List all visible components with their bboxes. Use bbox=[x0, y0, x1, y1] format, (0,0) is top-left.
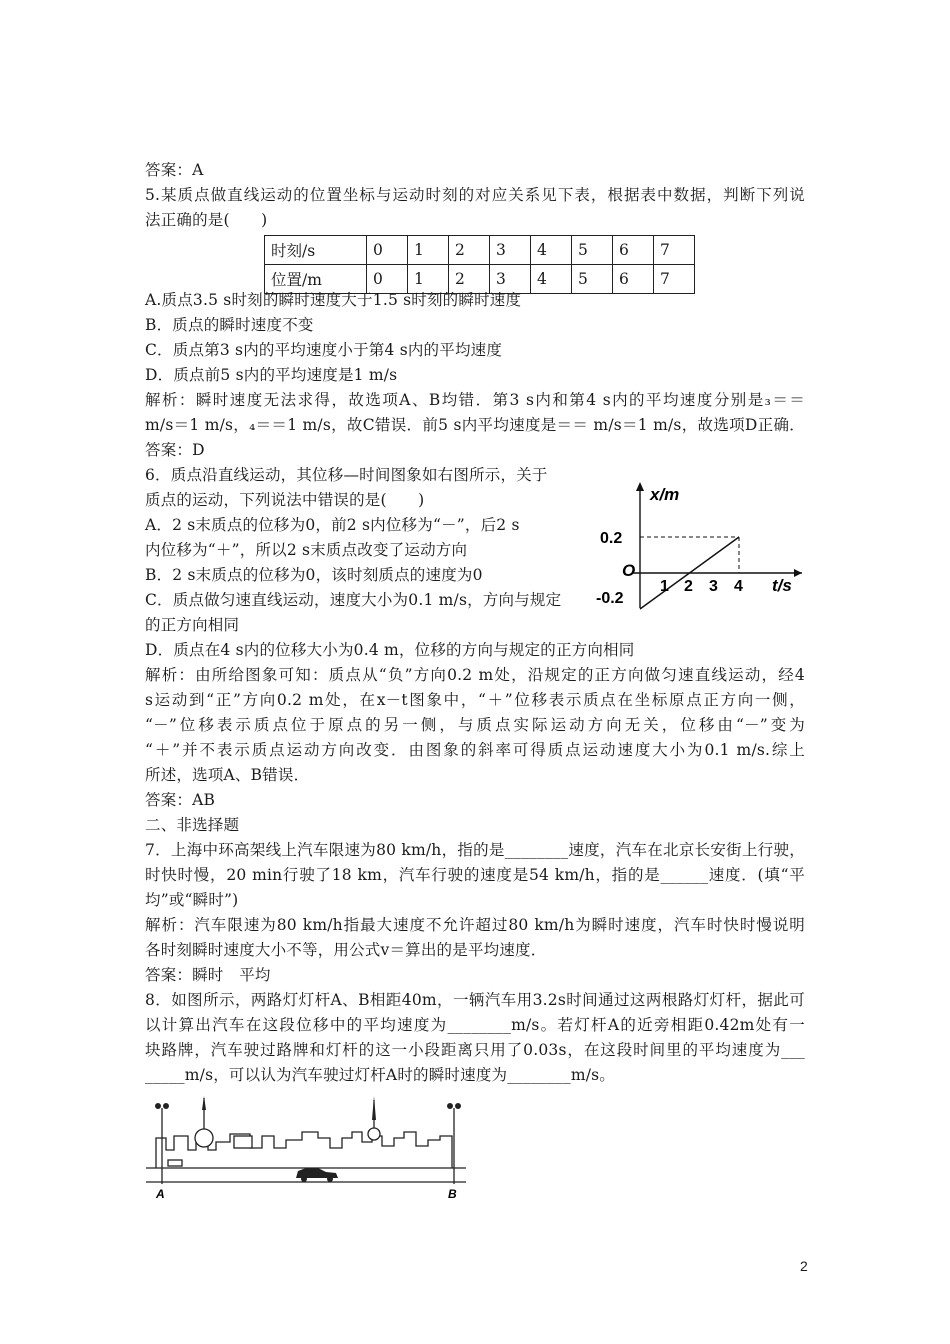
q6-option-c-line2: 的正方向相同 bbox=[145, 616, 240, 634]
table-cell: 6 bbox=[613, 236, 654, 265]
x-tick-label-1: 1 bbox=[660, 578, 669, 595]
q7-explanation-line2: 各时刻瞬时速度大小不等，用公式v＝算出的是平均速度． bbox=[145, 941, 547, 959]
q6-answer: 答案：AB bbox=[145, 791, 216, 809]
table-cell: 6 bbox=[613, 265, 654, 294]
q6-stem-line2: 质点的运动，下列说法中错误的是( ) bbox=[145, 491, 425, 509]
q7-stem-line3: 均”或“瞬时”) bbox=[145, 891, 239, 909]
q4-answer: 答案：A bbox=[145, 161, 204, 179]
table-header-time: 时刻/s bbox=[265, 236, 367, 265]
tower-left-ball bbox=[195, 1129, 213, 1147]
table-cell: 1 bbox=[408, 236, 449, 265]
q7-stem-line2: 时快时慢，20 min行驶了18 km，汽车行驶的速度是54 km/h，指的是______速度．(填“平 bbox=[145, 866, 805, 884]
q6-option-a-line1: A．2 s末质点的位移为0，前2 s内位移为“－”，后2 s bbox=[145, 516, 520, 534]
q8-stem-line1: 8．如图所示，两路灯灯杆A、B相距40m，一辆汽车用3.2s时间通过这两根路灯灯杆，据此可 bbox=[145, 991, 805, 1009]
q5-answer: 答案：D bbox=[145, 441, 205, 459]
x-axis-arrow bbox=[794, 569, 802, 577]
street-illustration bbox=[146, 1096, 470, 1202]
lamp-heads bbox=[155, 1096, 461, 1120]
q7-answer: 答案：瞬时 平均 bbox=[145, 966, 271, 984]
origin-label: O bbox=[622, 561, 636, 580]
table-cell: 2 bbox=[449, 265, 490, 294]
q5-option-c: C．质点第3 s内的平均速度小于第4 s内的平均速度 bbox=[145, 341, 503, 359]
q6-explanation-line2: s运动到“正”方向0.2 m处，在x－t图象中，“＋”位移表示质点在坐标原点正方向一侧， bbox=[145, 691, 805, 709]
q6-option-c-line1: C．质点做匀速直线运动，速度大小为0.1 m/s，方向与规定 bbox=[145, 591, 562, 609]
tower-right-ball bbox=[368, 1128, 380, 1140]
q6-explanation-line3: “－”位移表示质点位于原点的另一侧，与质点实际运动方向无关，位移由“－”变为 bbox=[145, 716, 805, 734]
q5-explanation-line1: 解析：瞬时速度无法求得，故选项A、B均错．第3 s内和第4 s内的平均速度分别是₃＝＝ bbox=[145, 391, 805, 409]
table-cell: 3 bbox=[490, 236, 531, 265]
y-tick-label-bottom: -0.2 bbox=[596, 590, 624, 607]
table-cell: 7 bbox=[654, 236, 695, 265]
section-heading: 二、非选择题 bbox=[145, 816, 240, 834]
lamp-label-b: B bbox=[448, 1187, 457, 1201]
table-cell: 5 bbox=[572, 265, 613, 294]
y-axis-label: x/m bbox=[650, 485, 680, 504]
q8-stem-line3: 块路牌，汽车驶过路牌和灯杆的这一小段距离只用了0.03s，在这段时间里的平均速度为___ bbox=[145, 1041, 805, 1059]
x-tick-label-3: 3 bbox=[709, 578, 718, 595]
q6-option-d: D．质点在4 s内的位移大小为0.4 m，位移的方向与规定的正方向相同 bbox=[145, 641, 635, 659]
q8-stem-line4: _____m/s，可以认为汽车驶过灯杆A时的瞬时速度为________m/s。 bbox=[145, 1066, 615, 1084]
q6-explanation-line1: 解析：由所给图象可知：质点从“负”方向0.2 m处，沿规定的正方向做匀速直线运动，经4 bbox=[145, 666, 805, 684]
lamp-label-a: A bbox=[156, 1187, 165, 1201]
box-building bbox=[234, 1136, 252, 1148]
table-row-time bbox=[265, 236, 695, 265]
table-cell: 7 bbox=[654, 265, 695, 294]
table-cell: 5 bbox=[572, 236, 613, 265]
q5-option-d: D．质点前5 s内的平均速度是1 m/s bbox=[145, 366, 398, 384]
y-axis-arrow bbox=[636, 482, 644, 491]
q6-option-b: B．2 s末质点的位移为0，该时刻质点的速度为0 bbox=[145, 566, 483, 584]
q5-option-a: A.质点3.5 s时刻的瞬时速度大于1.5 s时刻的瞬时速度 bbox=[145, 291, 522, 309]
q8-stem-line2: 以计算出汽车在这段位移中的平均速度为________m/s。若灯杆A的近旁相距0.42m处有一 bbox=[145, 1016, 805, 1034]
table-cell: 4 bbox=[531, 265, 572, 294]
time-position-table bbox=[264, 235, 695, 294]
page-number: 2 bbox=[800, 1258, 808, 1274]
table-cell: 2 bbox=[449, 236, 490, 265]
q7-stem-line1: 7．上海中环高架线上汽车限速为80 km/h，指的是________速度，汽车在北京长安街上行驶， bbox=[145, 841, 805, 859]
road-sign bbox=[168, 1160, 182, 1166]
x-tick-label-2: 2 bbox=[684, 578, 693, 595]
q6-explanation-line5: 所述，选项A、B错误． bbox=[145, 766, 310, 784]
table-cell: 3 bbox=[490, 265, 531, 294]
table-header-position: 位置/m bbox=[265, 265, 367, 294]
q5-option-b: B．质点的瞬时速度不变 bbox=[145, 316, 314, 334]
table-cell: 4 bbox=[531, 236, 572, 265]
q5-explanation-line2: m/s＝1 m/s，₄＝＝1 m/s，故C错误．前5 s内平均速度是＝＝ m/s＝1 m/s，故选项D正确． bbox=[145, 416, 805, 434]
table-cell: 0 bbox=[367, 265, 408, 294]
q6-explanation-line4: “＋”并不表示质点运动方向改变．由图象的斜率可得质点运动速度大小为0.1 m/s.综上 bbox=[145, 741, 805, 759]
table-cell: 0 bbox=[367, 236, 408, 265]
y-tick-label-top: 0.2 bbox=[600, 530, 623, 547]
car bbox=[296, 1168, 338, 1182]
q5-stem-line2: 法正确的是( ) bbox=[145, 211, 268, 229]
q5-stem-line1: 5.某质点做直线运动的位置坐标与运动时刻的对应关系见下表，根据表中数据，判断下列说 bbox=[145, 186, 805, 204]
x-tick-label-4: 4 bbox=[734, 578, 743, 595]
q6-stem-line1: 6．质点沿直线运动，其位移—时间图象如右图所示，关于 bbox=[145, 466, 548, 484]
table-cell: 1 bbox=[408, 265, 449, 294]
q6-option-a-line2: 内位移为“＋”，所以2 s末质点改变了运动方向 bbox=[145, 541, 468, 559]
xt-graph bbox=[592, 478, 812, 618]
x-axis-label: t/s bbox=[772, 576, 792, 595]
q7-explanation-line1: 解析：汽车限速为80 km/h指最大速度不允许超过80 km/h为瞬时速度，汽车时快时慢说明 bbox=[145, 916, 805, 934]
